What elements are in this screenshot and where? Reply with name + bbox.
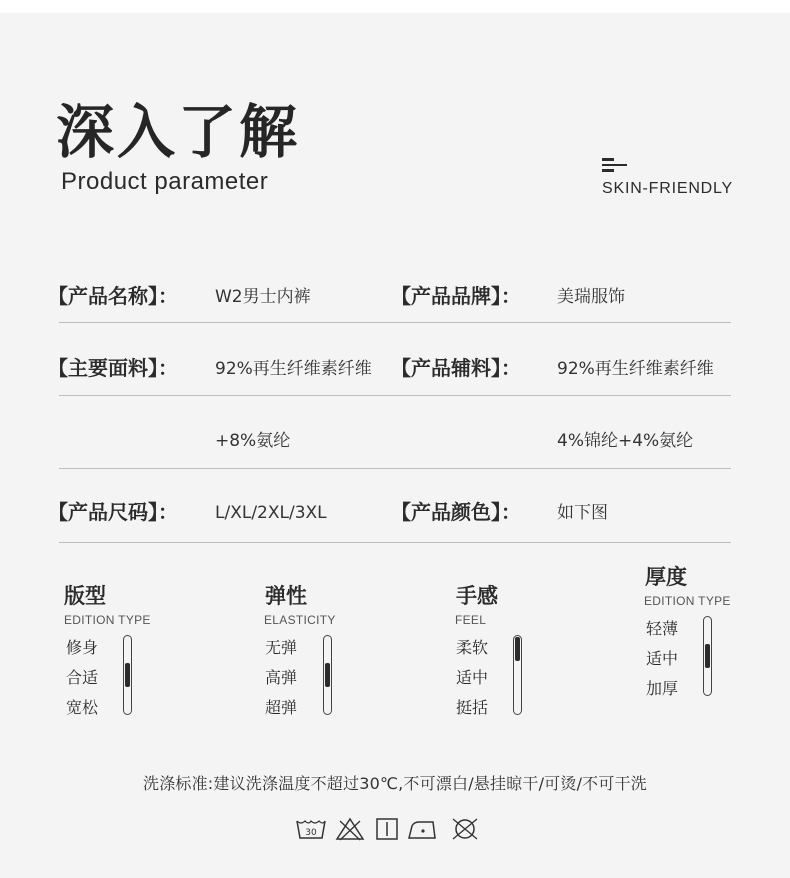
iron-icon: [407, 816, 439, 842]
thickness-title: 厚度: [645, 565, 687, 589]
feel-title: 手感: [456, 584, 498, 608]
divider: [59, 542, 731, 543]
elasticity-option: 高弹: [265, 668, 298, 687]
care-instructions: 洗涤标准:建议洗涤温度不超过30℃,不可漂白/悬挂晾干/可烫/不可干洗: [143, 774, 647, 793]
elasticity-option: 无弹: [265, 638, 298, 657]
fit-scale: [123, 635, 132, 715]
divider: [59, 468, 731, 469]
aux-fabric-label: 【产品辅料】：: [391, 356, 521, 380]
wash-temp-label: 30: [305, 828, 317, 838]
top-band: [0, 0, 790, 13]
page-subtitle: Product parameter: [61, 168, 269, 195]
menu-lines-icon: [602, 158, 628, 172]
wash-30-icon: [295, 816, 327, 842]
fit-option: 宽松: [66, 698, 99, 717]
thickness-level-marker: [705, 644, 710, 668]
no-dry-clean-icon: [450, 816, 480, 842]
feel-option: 挺括: [456, 698, 489, 717]
skin-friendly-tag: SKIN-FRIENDLY: [602, 180, 734, 197]
page-title: 深入了解: [56, 98, 301, 166]
fit-title: 版型: [64, 584, 106, 608]
fit-option: 合适: [66, 668, 99, 687]
divider: [59, 395, 731, 396]
fit-option: 修身: [66, 638, 99, 657]
elasticity-option: 超弹: [265, 698, 298, 717]
product-name-label: 【产品名称】：: [48, 284, 178, 308]
product-size-value: L/XL/2XL/3XL: [215, 503, 327, 523]
thickness-option: 加厚: [646, 679, 679, 698]
divider: [59, 322, 731, 323]
hang-dry-icon: [375, 816, 399, 842]
product-color-label: 【产品颜色】：: [391, 500, 521, 524]
aux-fabric-value-cont: 4%锦纶+4%氨纶: [557, 431, 694, 451]
product-size-label: 【产品尺码】：: [48, 500, 178, 524]
feel-option: 柔软: [456, 638, 489, 657]
elasticity-scale: [323, 635, 332, 715]
aux-fabric-value: 92%再生纤维素纤维: [557, 359, 714, 379]
main-fabric-value-cont: +8%氨纶: [215, 431, 291, 451]
product-brand-label: 【产品品牌】：: [391, 284, 521, 308]
product-name-value: W2男士内裤: [215, 287, 311, 307]
feel-level-marker: [515, 637, 520, 661]
elasticity-subtitle: ELASTICITY: [264, 613, 336, 627]
elasticity-title: 弹性: [265, 584, 307, 608]
fit-level-marker: [125, 663, 130, 687]
thickness-option: 轻薄: [646, 619, 679, 638]
feel-subtitle: FEEL: [455, 613, 487, 627]
main-fabric-value: 92%再生纤维素纤维: [215, 359, 372, 379]
thickness-scale: [703, 616, 712, 696]
main-fabric-label: 【主要面料】：: [48, 356, 178, 380]
thickness-option: 适中: [646, 649, 679, 668]
elasticity-level-marker: [325, 663, 330, 687]
product-brand-value: 美瑞服饰: [557, 287, 625, 307]
feel-scale: [513, 635, 522, 715]
feel-option: 适中: [456, 668, 489, 687]
fit-subtitle: EDITION TYPE: [64, 613, 151, 627]
care-icons: [295, 816, 485, 846]
product-color-value: 如下图: [557, 503, 608, 523]
thickness-subtitle: EDITION TYPE: [644, 594, 731, 608]
no-bleach-icon: [335, 816, 365, 842]
